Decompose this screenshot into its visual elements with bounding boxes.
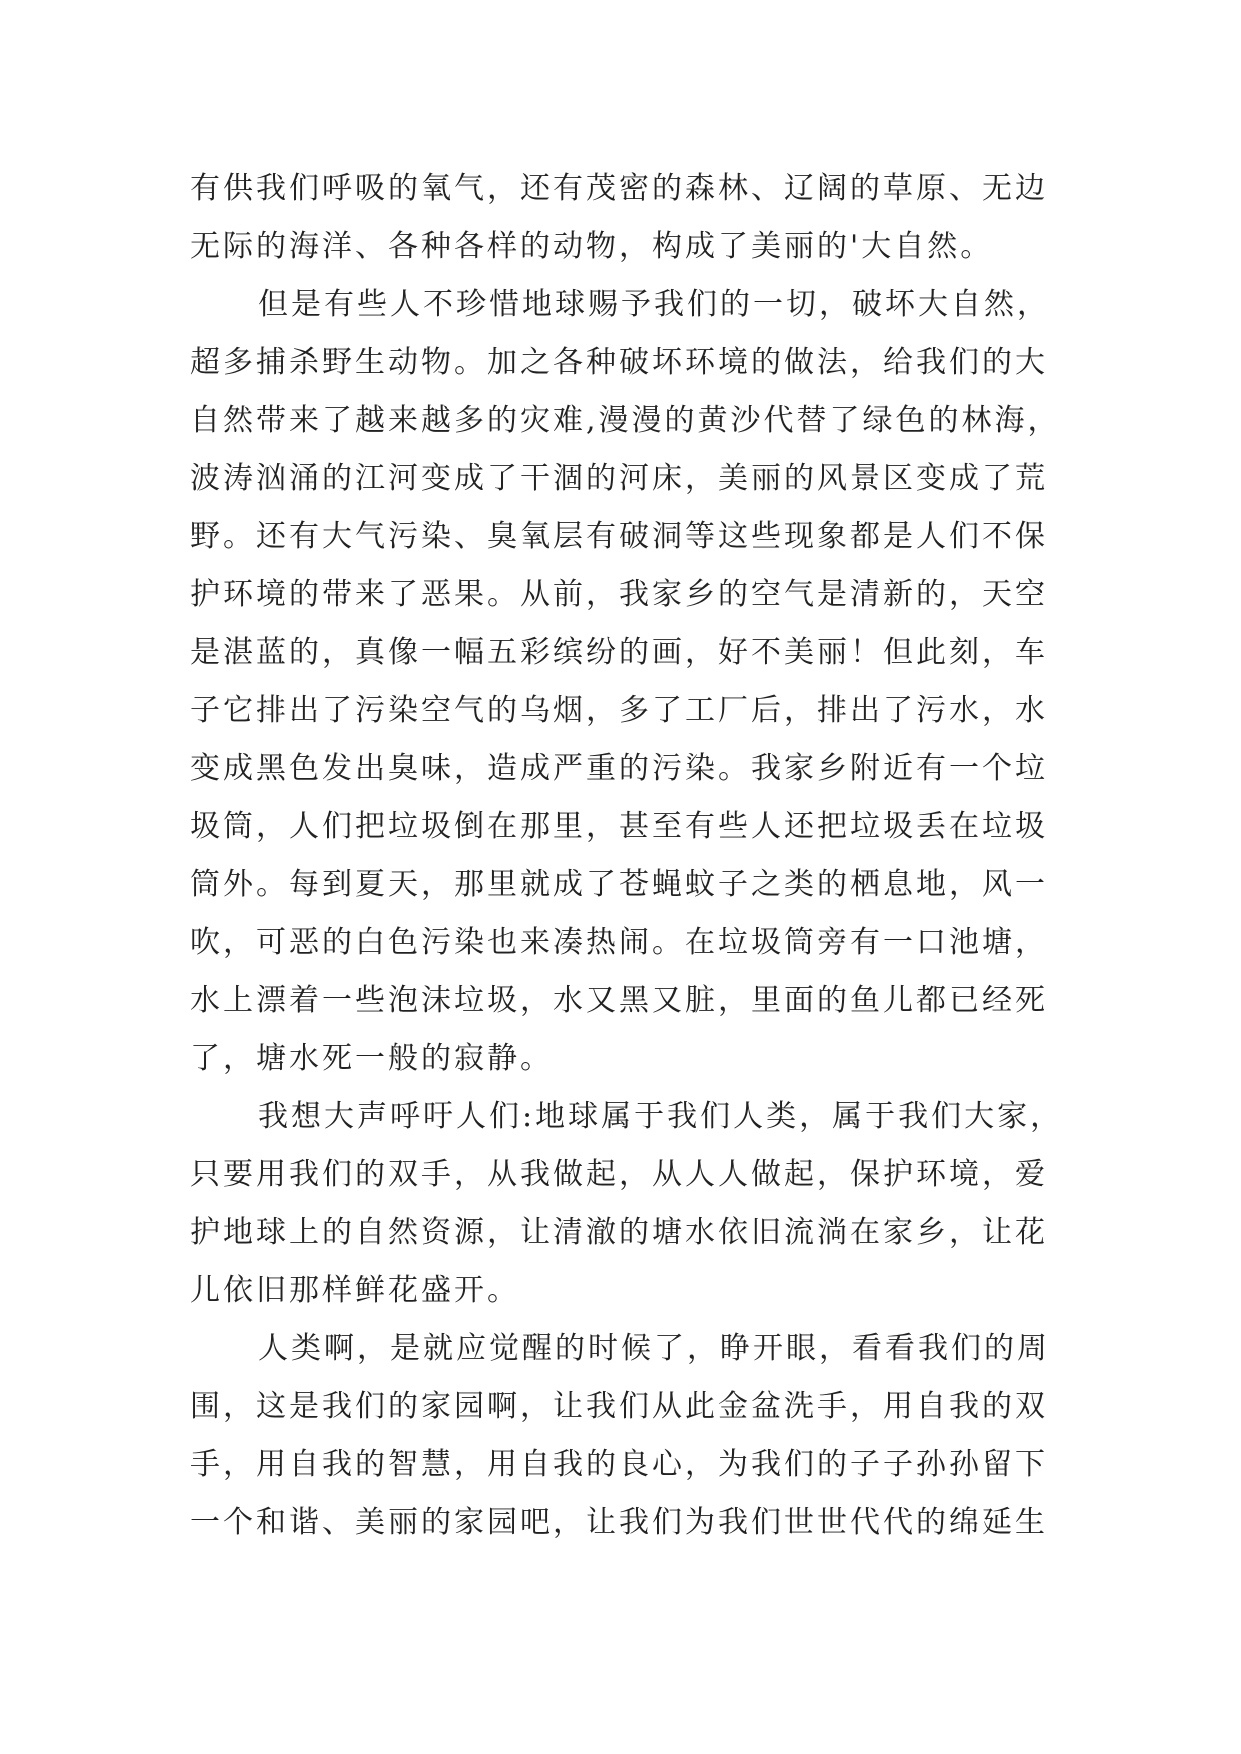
text-line: 护环境的带来了恶果。从前，我家乡的空气是清新的，天空	[190, 577, 1048, 612]
text-line: 超多捕杀野生动物。加之各种破坏环境的做法，给我们的大	[190, 345, 1048, 380]
text-line: 无际的海洋、各种各样的动物，构成了美丽的'大自然。	[190, 229, 994, 264]
text-line: 我想大声呼吁人们:地球属于我们人类，属于我们大家，	[258, 1099, 1064, 1134]
text-line: 变成黑色发出臭味，造成严重的污染。我家乡附近有一个垃	[190, 751, 1048, 786]
text-line: 了，塘水死一般的寂静。	[190, 1041, 553, 1076]
text-line: 围，这是我们的家园啊，让我们从此金盆洗手，用自我的双	[190, 1389, 1048, 1424]
text-line: 水上漂着一些泡沫垃圾，水又黑又脏，里面的鱼儿都已经死	[190, 983, 1048, 1018]
text-line: 护地球上的自然资源，让清澈的塘水依旧流淌在家乡，让花	[190, 1215, 1048, 1250]
text-line: 野。还有大气污染、臭氧层有破洞等这些现象都是人们不保	[190, 519, 1048, 554]
text-line: 儿依旧那样鲜花盛开。	[190, 1273, 520, 1308]
text-line: 手，用自我的智慧，用自我的良心，为我们的子子孙孙留下	[190, 1447, 1048, 1482]
text-line: 人类啊，是就应觉醒的时候了，睁开眼，看看我们的周	[258, 1331, 1050, 1366]
text-line: 吹，可恶的白色污染也来凑热闹。在垃圾筒旁有一口池塘，	[190, 925, 1048, 960]
text-line: 是湛蓝的，真像一幅五彩缤纷的画，好不美丽！但此刻，车	[190, 635, 1048, 670]
text-line: 波涛汹涌的江河变成了干涸的河床，美丽的风景区变成了荒	[190, 461, 1048, 496]
text-line: 子它排出了污染空气的乌烟，多了工厂后，排出了污水，水	[190, 693, 1048, 728]
text-line: 筒外。每到夏天，那里就成了苍蝇蚊子之类的栖息地，风一	[190, 867, 1048, 902]
body-text	[190, 160, 1070, 1552]
text-line: 只要用我们的双手，从我做起，从人人做起，保护环境，爱	[190, 1157, 1048, 1192]
text-line: 有供我们呼吸的氧气，还有茂密的森林、辽阔的草原、无边	[190, 171, 1048, 206]
text-line: 圾筒，人们把垃圾倒在那里，甚至有些人还把垃圾丢在垃圾	[190, 809, 1048, 844]
text-line: 自然带来了越来越多的灾难,漫漫的黄沙代替了绿色的林海，	[190, 403, 1061, 438]
text-line: 但是有些人不珍惜地球赐予我们的一切，破坏大自然，	[258, 287, 1050, 322]
text-line: 一个和谐、美丽的家园吧，让我们为我们世世代代的绵延生	[190, 1505, 1048, 1540]
